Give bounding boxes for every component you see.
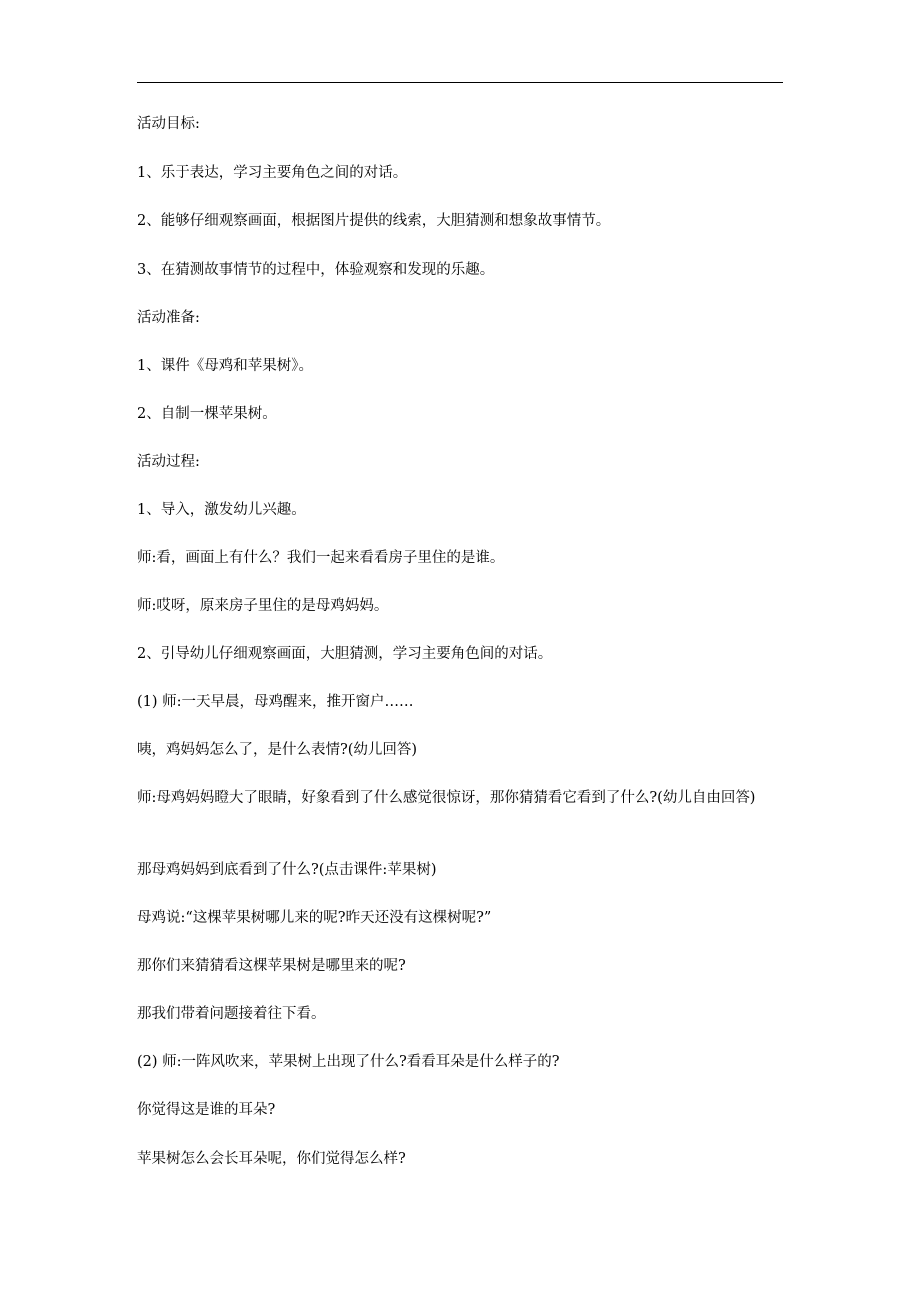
- paragraph: 师:看，画面上有什么？我们一起来看看房子里住的是谁。: [137, 550, 505, 566]
- section-heading-goals: 活动目标:: [137, 116, 200, 132]
- section-heading-preparation: 活动准备:: [137, 310, 200, 326]
- paragraph: 那你们来猜猜看这棵苹果树是哪里来的呢?: [137, 958, 406, 974]
- paragraph: 咦，鸡妈妈怎么了，是什么表情?(幼儿回答): [137, 742, 418, 758]
- paragraph: 母鸡说:“这棵苹果树哪儿来的呢?昨天还没有这棵树呢?”: [137, 910, 492, 926]
- paragraph: 那我们带着问题接着往下看。: [137, 1006, 326, 1022]
- paragraph: (1) 师:一天早晨，母鸡醒来，推开窗户……: [137, 694, 414, 710]
- paragraph: (2) 师:一阵风吹来，苹果树上出现了什么?看看耳朵是什么样子的?: [137, 1054, 560, 1070]
- paragraph: 1、导入，激发幼儿兴趣。: [137, 502, 306, 518]
- paragraph: 师:母鸡妈妈瞪大了眼睛，好象看到了什么感觉很惊讶，那你猜猜看它看到了什么?(幼儿自由回答): [137, 790, 756, 806]
- section-heading-process: 活动过程:: [137, 454, 200, 470]
- paragraph: 2、引导幼儿仔细观察画面，大胆猜测，学习主要角色间的对话。: [137, 646, 553, 662]
- paragraph: 2、能够仔细观察画面，根据图片提供的线索，大胆猜测和想象故事情节。: [137, 213, 611, 229]
- paragraph: 苹果树怎么会长耳朵呢，你们觉得怎么样?: [137, 1151, 406, 1167]
- paragraph: 1、课件《母鸡和苹果树》。: [137, 358, 313, 374]
- paragraph: 你觉得这是谁的耳朵?: [137, 1102, 276, 1118]
- paragraph: 2、自制一棵苹果树。: [137, 406, 277, 422]
- header-rule: [137, 82, 783, 83]
- paragraph: 1、乐于表达，学习主要角色之间的对话。: [137, 165, 408, 181]
- paragraph: 3、在猜测故事情节的过程中，体验观察和发现的乐趣。: [137, 262, 495, 278]
- paragraph: 师:哎呀，原来房子里住的是母鸡妈妈。: [137, 598, 389, 614]
- paragraph: 那母鸡妈妈到底看到了什么?(点击课件:苹果树): [137, 862, 437, 878]
